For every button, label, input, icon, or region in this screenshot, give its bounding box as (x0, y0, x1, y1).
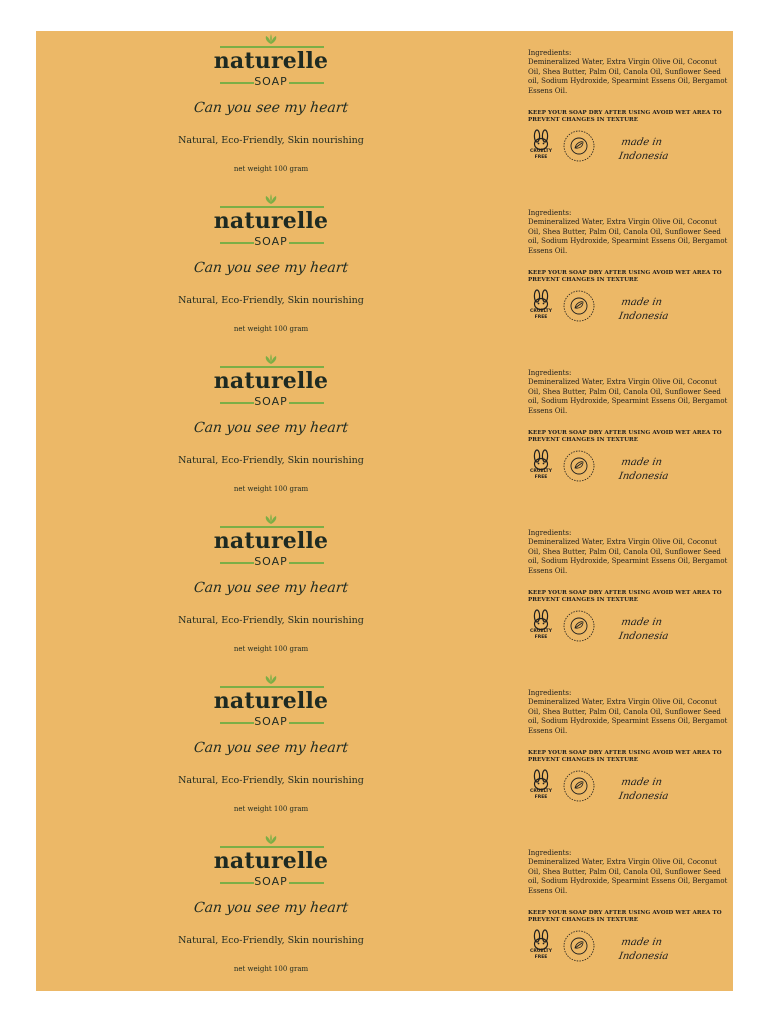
leaf-icon (264, 34, 278, 44)
description: Natural, Eco-Friendly, Skin nourishing (178, 135, 364, 146)
made-in-label: made in Indonesia (617, 777, 670, 802)
label-back (528, 689, 728, 829)
ingredients-title: Ingredients: (528, 49, 572, 57)
net-weight: net weight 100 gram (233, 965, 309, 973)
brand-name: naturelle (213, 48, 329, 74)
divider-line (289, 242, 324, 244)
cruelty-free-label: CRUELTY FREE (530, 469, 552, 480)
cruelty-free-label: CRUELTY FREE (530, 949, 552, 960)
description: Natural, Eco-Friendly, Skin nourishing (178, 295, 364, 306)
care-warning: KEEP YOUR SOAP DRY AFTER USING AVOID WET AREA TO PREVENT CHANGES IN TEXTURE (528, 750, 722, 763)
made-in-label: made in Indonesia (617, 297, 670, 322)
label-sheet (36, 31, 733, 991)
label-back (528, 849, 728, 989)
made-in-label: made in Indonesia (617, 937, 670, 962)
care-warning: KEEP YOUR SOAP DRY AFTER USING AVOID WET AREA TO PREVENT CHANGES IN TEXTURE (528, 270, 722, 283)
label-back (528, 529, 728, 669)
tagline: Can you see my heart (193, 260, 349, 276)
ingredients-text: Demineralized Water, Extra Virgin Olive Oil, Coconut Oil, Shea Butter, Palm Oil, Canola Oil, Sunflower Seed oil, Sodium Hydroxide, Spearmint Essens Oil, Bergamot Essens Oil. (528, 218, 728, 255)
net-weight: net weight 100 gram (233, 645, 309, 653)
tagline: Can you see my heart (193, 100, 349, 116)
brand-name: naturelle (213, 528, 329, 554)
ingredients-title: Ingredients: (528, 689, 572, 697)
cruelty-free-label: CRUELTY FREE (530, 789, 552, 800)
product-name: SOAP (254, 715, 288, 728)
ingredients-text: Demineralized Water, Extra Virgin Olive Oil, Coconut Oil, Shea Butter, Palm Oil, Canola Oil, Sunflower Seed oil, Sodium Hydroxide, Spearmint Essens Oil, Bergamot Essens Oil. (528, 538, 728, 575)
label-front (176, 831, 366, 991)
tagline: Can you see my heart (193, 580, 349, 596)
label-back (528, 209, 728, 349)
label-front (176, 511, 366, 671)
divider-line (289, 82, 324, 84)
ingredients-text: Demineralized Water, Extra Virgin Olive Oil, Coconut Oil, Shea Butter, Palm Oil, Canola Oil, Sunflower Seed oil, Sodium Hydroxide, Spearmint Essens Oil, Bergamot Essens Oil. (528, 698, 728, 735)
tagline: Can you see my heart (193, 740, 349, 756)
label-front (176, 351, 366, 511)
divider-line (289, 882, 324, 884)
ingredients-text: Demineralized Water, Extra Virgin Olive Oil, Coconut Oil, Shea Butter, Palm Oil, Canola Oil, Sunflower Seed oil, Sodium Hydroxide, Spearmint Essens Oil, Bergamot Essens Oil. (528, 378, 728, 415)
divider-line (289, 562, 324, 564)
care-warning: KEEP YOUR SOAP DRY AFTER USING AVOID WET AREA TO PREVENT CHANGES IN TEXTURE (528, 430, 722, 443)
natural-ingredients-badge-icon (562, 929, 596, 963)
care-warning: KEEP YOUR SOAP DRY AFTER USING AVOID WET AREA TO PREVENT CHANGES IN TEXTURE (528, 110, 722, 123)
ingredients-text: Demineralized Water, Extra Virgin Olive Oil, Coconut Oil, Shea Butter, Palm Oil, Canola Oil, Sunflower Seed oil, Sodium Hydroxide, Spearmint Essens Oil, Bergamot Essens Oil. (528, 58, 728, 95)
soap-label (36, 831, 733, 991)
made-in-label: made in Indonesia (617, 137, 670, 162)
soap-label (36, 191, 733, 351)
leaf-icon (264, 354, 278, 364)
natural-ingredients-badge-icon (562, 449, 596, 483)
natural-ingredients-badge-icon (562, 289, 596, 323)
divider-line (289, 402, 324, 404)
product-name: SOAP (254, 555, 288, 568)
description: Natural, Eco-Friendly, Skin nourishing (178, 615, 364, 626)
natural-ingredients-badge-icon (562, 129, 596, 163)
made-in-label: made in Indonesia (617, 617, 670, 642)
description: Natural, Eco-Friendly, Skin nourishing (178, 935, 364, 946)
label-back (528, 49, 728, 189)
product-name: SOAP (254, 75, 288, 88)
tagline: Can you see my heart (193, 420, 349, 436)
made-in-label: made in Indonesia (617, 457, 670, 482)
product-name: SOAP (254, 875, 288, 888)
soap-label (36, 511, 733, 671)
product-name: SOAP (254, 235, 288, 248)
care-warning: KEEP YOUR SOAP DRY AFTER USING AVOID WET AREA TO PREVENT CHANGES IN TEXTURE (528, 910, 722, 923)
label-front (176, 191, 366, 351)
net-weight: net weight 100 gram (233, 485, 309, 493)
care-warning: KEEP YOUR SOAP DRY AFTER USING AVOID WET AREA TO PREVENT CHANGES IN TEXTURE (528, 590, 722, 603)
natural-ingredients-badge-icon (562, 609, 596, 643)
soap-label (36, 671, 733, 831)
product-name: SOAP (254, 395, 288, 408)
net-weight: net weight 100 gram (233, 805, 309, 813)
tagline: Can you see my heart (193, 900, 349, 916)
brand-name: naturelle (213, 688, 329, 714)
leaf-icon (264, 194, 278, 204)
ingredients-title: Ingredients: (528, 369, 572, 377)
label-front (176, 671, 366, 831)
divider-line (289, 722, 324, 724)
leaf-icon (264, 514, 278, 524)
brand-name: naturelle (213, 368, 329, 394)
leaf-icon (264, 674, 278, 684)
brand-name: naturelle (213, 208, 329, 234)
label-front (176, 31, 366, 191)
soap-label (36, 31, 733, 191)
net-weight: net weight 100 gram (233, 165, 309, 173)
description: Natural, Eco-Friendly, Skin nourishing (178, 775, 364, 786)
net-weight: net weight 100 gram (233, 325, 309, 333)
leaf-icon (264, 834, 278, 844)
cruelty-free-label: CRUELTY FREE (530, 629, 552, 640)
description: Natural, Eco-Friendly, Skin nourishing (178, 455, 364, 466)
natural-ingredients-badge-icon (562, 769, 596, 803)
cruelty-free-label: CRUELTY FREE (530, 149, 552, 160)
ingredients-text: Demineralized Water, Extra Virgin Olive Oil, Coconut Oil, Shea Butter, Palm Oil, Canola Oil, Sunflower Seed oil, Sodium Hydroxide, Spearmint Essens Oil, Bergamot Essens Oil. (528, 858, 728, 895)
soap-label (36, 351, 733, 511)
brand-name: naturelle (213, 848, 329, 874)
ingredients-title: Ingredients: (528, 209, 572, 217)
ingredients-title: Ingredients: (528, 529, 572, 537)
ingredients-title: Ingredients: (528, 849, 572, 857)
label-back (528, 369, 728, 509)
cruelty-free-label: CRUELTY FREE (530, 309, 552, 320)
